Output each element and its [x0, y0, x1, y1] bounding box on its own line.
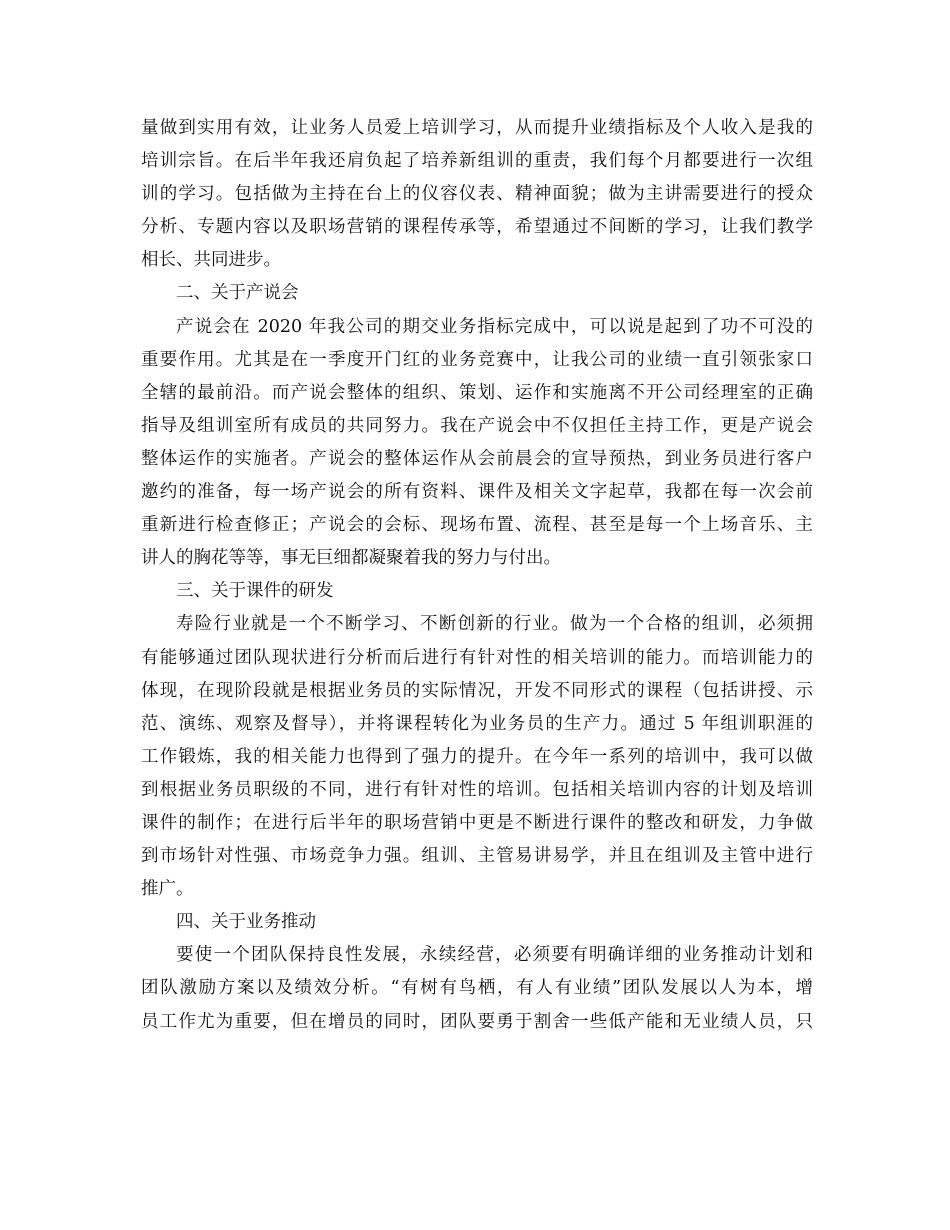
paragraph-line: 工作锻炼，我的相关能力也得到了强力的提升。在今年一系列的培训中，我可以做	[141, 746, 813, 767]
paragraph-line: 邀约的准备，每一场产说会的所有资料、课件及相关文字起草，我都在每一次会前	[141, 482, 813, 503]
paragraph-line: 分析、专题内容以及职场营销的课程传承等，希望通过不间断的学习，让我们教学	[141, 217, 813, 238]
paragraph-line: 讲人的胸花等等，事无巨细都凝聚着我的努力与付出。	[141, 548, 561, 569]
paragraph-line: 到根据业务员职级的不同，进行有针对性的培训。包括相关培训内容的计划及培训	[141, 779, 813, 800]
paragraph-line: 相长、共同进步。	[141, 250, 281, 271]
paragraph-line: 到市场针对性强、市场竞争力强。组训、主管易讲易学，并且在组训及主管中进行	[141, 846, 813, 867]
paragraph-line: 产说会在 2020 年我公司的期交业务指标完成中，可以说是起到了功不可没的	[176, 316, 813, 337]
section-heading: 三、关于课件的研发	[176, 581, 334, 602]
document-body	[141, 112, 813, 1039]
paragraph-line: 范、演练、观察及督导），并将课程转化为业务员的生产力。通过 5 年组训职涯的	[141, 713, 813, 734]
paragraph-line: 有能够通过团队现状进行分析而后进行有针对性的相关培训的能力。而培训能力的	[141, 647, 813, 668]
paragraph-line: 体现，在现阶段就是根据业务员的实际情况，开发不同形式的课程（包括讲授、示	[141, 680, 813, 701]
paragraph-line: 团队激励方案以及绩效分析。“有树有鸟栖，有人有业绩”团队发展以人为本，增	[141, 978, 813, 999]
section-heading: 四、关于业务推动	[176, 912, 316, 933]
paragraph-line: 重要作用。尤其是在一季度开门红的业务竞赛中，让我公司的业绩一直引领张家口	[141, 349, 813, 370]
paragraph-line: 整体运作的实施者。产说会的整体运作从会前晨会的宣导预热，到业务员进行客户	[141, 448, 813, 469]
paragraph-line: 推广。	[141, 879, 194, 900]
paragraph-line: 寿险行业就是一个不断学习、不断创新的行业。做为一个合格的组训，必须拥	[176, 614, 813, 635]
section-heading: 二、关于产说会	[176, 283, 299, 304]
paragraph-line: 员工作尤为重要，但在增员的同时，团队要勇于割舍一些低产能和无业绩人员，只	[141, 1011, 813, 1032]
paragraph-line: 指导及组训室所有成员的共同努力。我在产说会中不仅担任主持工作，更是产说会	[141, 415, 813, 436]
paragraph-line: 课件的制作；在进行后半年的职场营销中更是不断进行课件的整改和研发，力争做	[141, 812, 813, 833]
paragraph-line: 训的学习。包括做为主持在台上的仪容仪表、精神面貌；做为主讲需要进行的授众	[141, 184, 813, 205]
paragraph-line: 全辖的最前沿。而产说会整体的组织、策划、运作和实施离不开公司经理室的正确	[141, 382, 813, 403]
paragraph-line: 量做到实用有效，让业务人员爱上培训学习，从而提升业绩指标及个人收入是我的	[141, 118, 813, 138]
paragraph-line: 要使一个团队保持良性发展，永续经营，必须要有明确详细的业务推动计划和	[176, 945, 813, 966]
paragraph-line: 培训宗旨。在后半年我还肩负起了培养新组训的重责，我们每个月都要进行一次组	[141, 151, 813, 172]
paragraph-line: 重新进行检查修正；产说会的会标、现场布置、流程、甚至是每一个上场音乐、主	[141, 515, 813, 536]
